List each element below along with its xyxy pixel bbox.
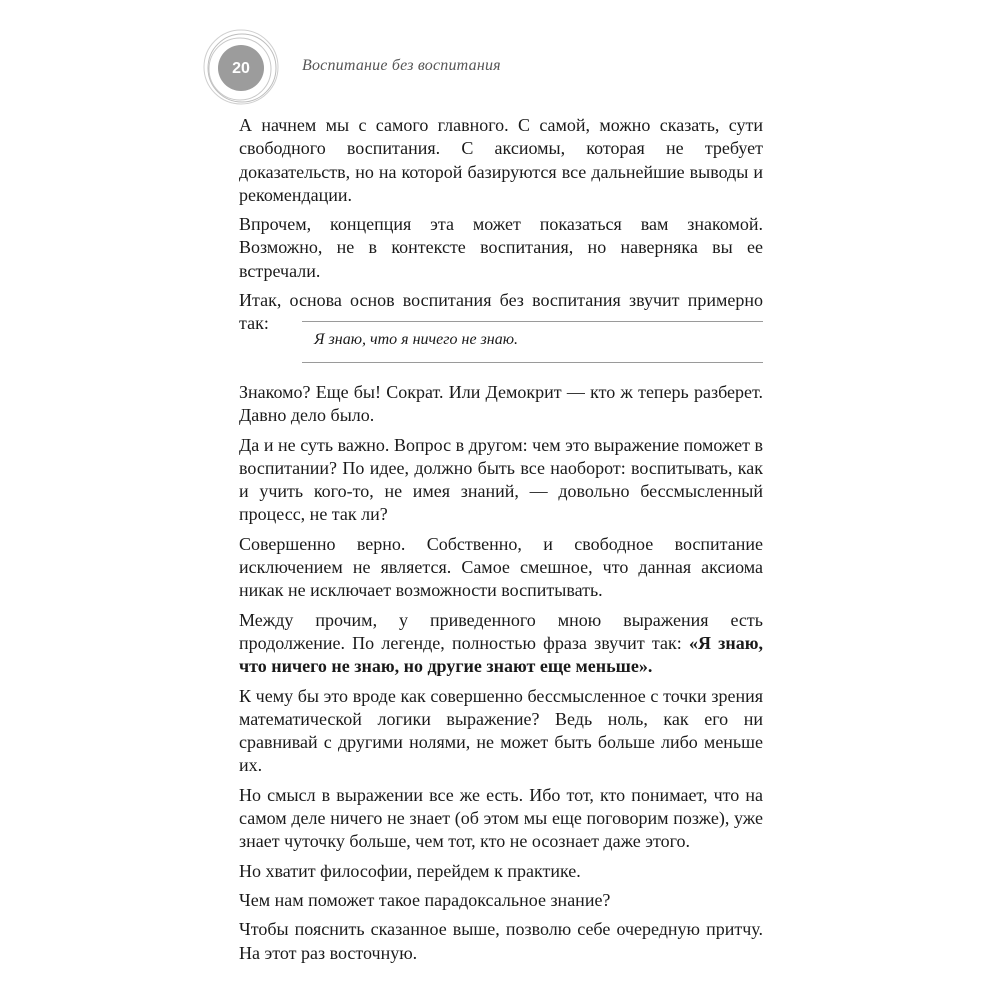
paragraph: Чтобы пояснить сказанное выше, позволю себе очередную притчу. На этот раз восточную. (239, 919, 763, 963)
quote-text: Я знаю, что я ничего не знаю. (314, 331, 519, 348)
text-block-upper (239, 114, 763, 342)
paragraph: Да и не суть важно. Вопрос в другом: чем это выражение поможет в воспитании? По идее, должно быть все наоборот: воспитывать, как и учить кого-то, не имея знаний, — довольно бессмысленный процесс, не так ли? (239, 434, 763, 525)
text-block-lower (239, 381, 763, 971)
paragraph: Но смысл в выражении все же есть. Ибо тот, кто понимает, что на самом деле ничего не знает (об этом мы еще поговорим позже), уже знает чуточку больше, чем тот, кто не осознает даже этого. (239, 784, 763, 852)
paragraph: Впрочем, концепция эта может показаться вам знакомой. Возможно, не в контексте воспитания, но наверняка вы ее встречали. (239, 214, 763, 281)
paragraph: Чем нам поможет такое парадоксальное знание? (239, 889, 611, 910)
page-number: 20 (232, 60, 250, 77)
epigraph-quote-block (302, 321, 763, 363)
paragraph: Совершенно верно. Собственно, и свободное воспитание исключением не является. Самое смешное, что данная аксиома никак не исключает возможности воспитывать. (239, 533, 763, 601)
paragraph-with-bold-quote (239, 609, 763, 679)
paragraph: Но хватит философии, перейдем к практике. (239, 860, 581, 881)
paragraph: А начнем мы с самого главного. С самой, можно сказать, сути свободного воспитания. С аксиомы, которая не требует доказательств, но на которой базируются все дальнейшие выводы и рекомендации. (239, 115, 763, 205)
running-head-title: Воспитание без воспитания (302, 57, 501, 74)
paragraph: Итак, основа основ воспитания без воспитания звучит примерно так: (239, 290, 763, 334)
paragraph-text: Между прочим, у приведенного мною выражения есть продолжение. По легенде, полностью фраза звучит так: (239, 609, 763, 653)
bold-quote: «Я знаю, что ничего не знаю, но другие знают еще меньше». (239, 632, 764, 677)
paragraph: К чему бы это вроде как совершенно бессмысленное с точки зрения математической логики выражение? Ведь ноль, как его ни сравнивай с другими нолями, не может быть больше либо меньше их. (239, 685, 763, 776)
paragraph: Знакомо? Еще бы! Сократ. Или Демокрит — кто ж теперь разберет. Давно дело было. (239, 382, 763, 426)
